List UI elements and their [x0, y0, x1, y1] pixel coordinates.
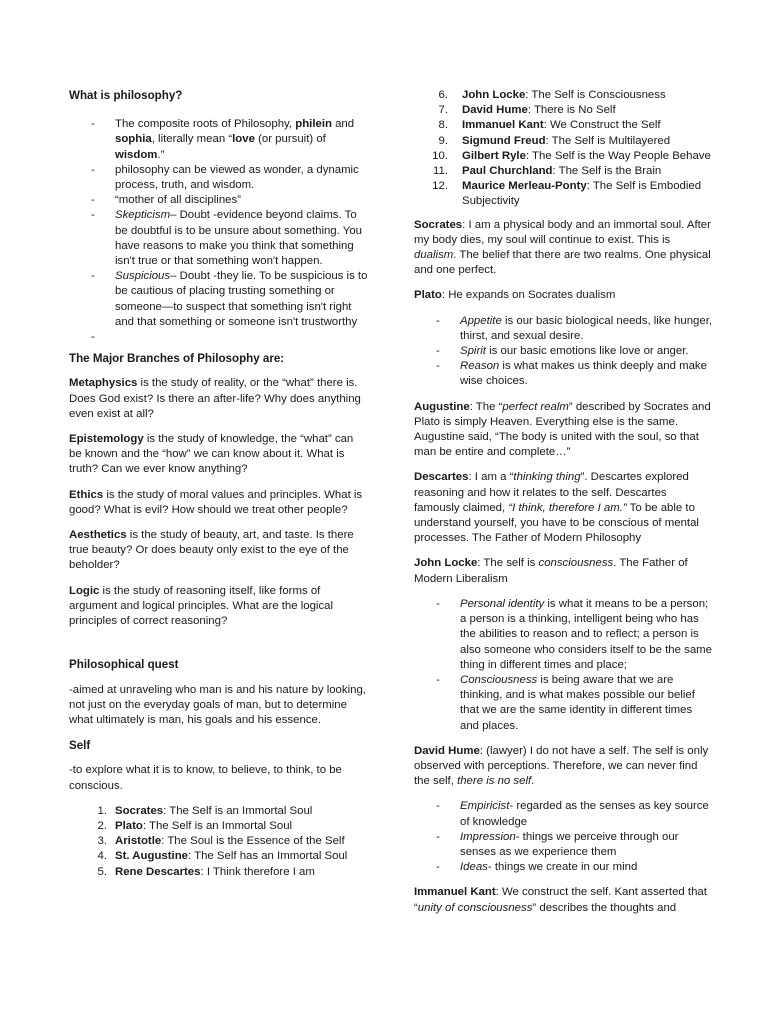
section-david-hume: David Hume: (lawyer) I do not have a self. The self is only observed with perceptions. Therefore, we can never find the self, there is no self.	[414, 744, 709, 788]
section-augustine: Augustine: The “perfect realm” described by Socrates and Plato is simply Heaven. Everything else is the same. Augustine said, “The body is united with the soul, so that man be entire and complete…”	[414, 400, 711, 459]
list-item: 6. John Locke: The Self is Consciousness	[438, 89, 666, 101]
list-item-empty	[69, 330, 369, 345]
list-item: 9. Sigmund Freud: The Self is Multilayered	[438, 134, 671, 147]
left-column	[69, 88, 369, 880]
branch-epistemology: Epistemology is the study of knowledge, the “what” can be known and the “how” we can know about it. What is truth? Can we ever know anything?	[69, 433, 354, 476]
locke-concepts-list	[414, 597, 714, 734]
list-item: - Reason is what makes us think deeply and make wise choices.	[414, 359, 714, 389]
heading-self: Self	[69, 739, 91, 753]
right-column	[414, 88, 714, 916]
list-item: - Personal identity is what it means to be a person; a person is a thinking, intelligent being who has the abilities to reason and to reflect; a person is also someone who considers itself to be the same thing in different times and place;	[414, 597, 714, 673]
list-item: 7. David Hume: There is No Self	[438, 104, 616, 117]
section-descartes: Descartes: I am a “thinking thing”. Descartes explored reasoning and how it relates to the self. Descartes famously claimed, “I think, therefore I am.” To be able to understand yourself, you have to be conscious of mental processes. The Father of Modern Philosophy	[414, 471, 699, 545]
branch-metaphysics: Metaphysics is the study of reality, or the “what” there is. Does God exist? Is there an after-life? Why does anything even exist at all?	[69, 377, 361, 420]
section-immanuel-kant: Immanuel Kant: We construct the self. Kant asserted that “unity of consciousness” describes the thoughts and	[414, 886, 707, 914]
list-item: 11. Paul Churchland: The Self is the Brain	[433, 165, 662, 178]
list-item: - Ideas- things we create in our mind	[414, 860, 714, 875]
list-item: - Appetite is our basic biological needs, like hunger, thirst, and sexual desire.	[414, 314, 714, 344]
section-john-locke: John Locke: The self is consciousness. The Father of Modern Liberalism	[414, 557, 688, 585]
self-description: -to explore what it is to know, to believe, to think, to be conscious.	[69, 764, 342, 792]
quest-paragraph: -aimed at unraveling who man is and his nature by looking, not just on the everyday goals of man, but to determine what ultimately is man, his goals and his essence.	[69, 683, 366, 726]
list-item: - Skepticism– Doubt -evidence beyond claims. To be doubtful is to be unsure about something. You have reasons to make you think that something isn't true or that something won't happen.	[69, 208, 369, 269]
plato-soul-parts-list	[414, 314, 714, 390]
hume-concepts-list	[414, 799, 714, 875]
list-item: - “mother of all disciplines”	[69, 193, 369, 208]
self-philosophers-list	[69, 804, 369, 880]
list-item: 2. Plato: The Self is an Immortal Soul	[97, 819, 293, 832]
list-item: - Consciousness is being aware that we are thinking, and is what makes possible our belief that we are the same identity in different times and places.	[414, 673, 714, 734]
list-item: - philosophy can be viewed as wonder, a dynamic process, truth, and wisdom.	[69, 163, 369, 193]
heading-major-branches: The Major Branches of Philosophy are:	[69, 352, 285, 366]
list-item: 12. Maurice Merleau-Ponty: The Self is Embodied Subjectivity	[432, 180, 702, 208]
list-item: 10. Gilbert Ryle: The Self is the Way People Behave	[432, 149, 711, 162]
list-item: 5. Rene Descartes: I Think therefore I am	[97, 865, 315, 878]
list-item: 3. Aristotle: The Soul is the Essence of the Self	[97, 835, 345, 848]
list-item: 1. Socrates: The Self is an Immortal Soul	[97, 804, 313, 817]
list-item: - Impression- things we perceive through our senses as we experience them	[414, 830, 714, 860]
section-socrates: Socrates: I am a physical body and an immortal soul. After my body dies, my soul will continue to exist. This is dualism. The belief that there are two realms. One physical and one perfect.	[414, 218, 711, 277]
heading-what-is-philosophy: What is philosophy?	[69, 89, 183, 102]
branch-ethics: Ethics is the study of moral values and principles. What is good? What is evil? How should we treat other people?	[69, 488, 363, 516]
list-item: 8. Immanuel Kant: We Construct the Self	[438, 119, 661, 132]
heading-philosophical-quest: Philosophical quest	[69, 658, 179, 672]
list-item: - Spirit is our basic emotions like love or anger.	[414, 344, 714, 359]
list-item: - Empiricist- regarded as the senses as key source of knowledge	[414, 799, 714, 829]
list-item: - The composite roots of Philosophy, philein and sophia, literally mean “love (or pursuit) of wisdom.”	[69, 117, 369, 163]
philosophy-definition-list	[69, 117, 369, 345]
list-item: - Suspicious– Doubt -they lie. To be suspicious is to be cautious of placing trusting something or someone—to suspect that something isn't right and that something or someone isn't trustworthy	[69, 269, 369, 330]
self-philosophers-list-continued	[414, 88, 714, 210]
branch-logic: Logic is the study of reasoning itself, like forms of argument and logical principles. What are the logical principles of correct reasoning?	[69, 584, 334, 628]
list-item: 4. St. Augustine: The Self has an Immortal Soul	[97, 850, 348, 863]
branch-aesthetics: Aesthetics is the study of beauty, art, and taste. Is there true beauty? Or does beauty only exist to the eye of the beholder?	[69, 529, 354, 572]
section-plato: Plato: He expands on Socrates dualism	[414, 289, 616, 302]
